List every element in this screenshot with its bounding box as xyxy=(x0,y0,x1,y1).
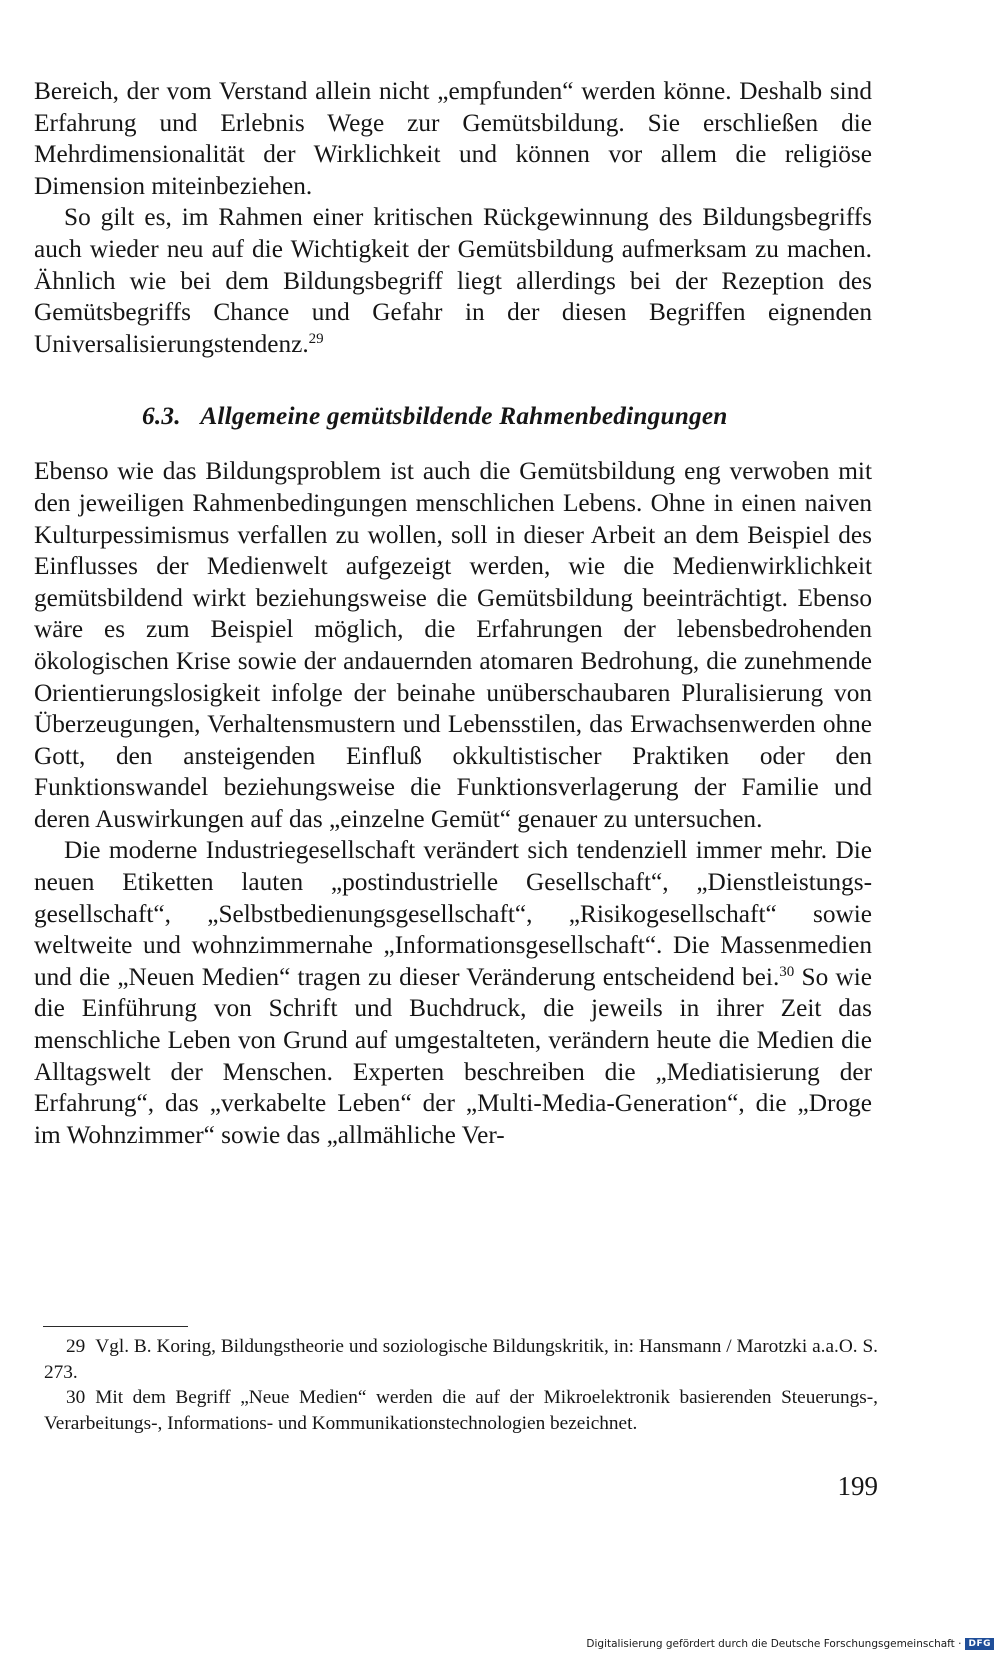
footnote-ref-30[interactable]: 30 xyxy=(779,963,795,980)
footnote-ref-29[interactable]: 29 xyxy=(308,330,324,347)
paragraph-text: Bereich, der vom Verstand allein nicht „empfunden“ werden könne. Deshalb sind Erfahrung und Erlebnis Wege zur Gemütsbildung. Sie erschließen die Mehrdimensionalität der Wirklichkeit und können vor allem die religiöse Dimension miteinbeziehen. xyxy=(34,77,872,200)
paragraph xyxy=(34,456,872,835)
section-heading xyxy=(34,400,872,432)
page-number: 199 xyxy=(837,1471,878,1501)
paragraph-text: So gilt es, im Rahmen einer kritischen Rückgewinnung des Bildungsbegriffs auch wieder neu auf die Wichtigkeit der Gemütsbildung aufmerksam zu machen. Ähnlich wie bei dem Bildungsbegriff liegt allerdings bei der Rezeption des Gemütsbegriffs Chance und Gefahr in der diesen Begriffen eignenden Universalisierungstendenz. xyxy=(34,203,872,358)
footnote-separator xyxy=(43,1326,188,1327)
footnote-number: 29 xyxy=(66,1336,86,1357)
dfg-logo-icon: DFG xyxy=(965,1638,994,1650)
footnotes xyxy=(44,1334,878,1436)
digitization-credit xyxy=(586,1638,994,1650)
paragraph-text-end: So wie die Einführung von Schrift und Buchdruck, die jeweils in ihrer Zeit das menschliche Leben von Grund auf umgestalteten, verändern heute die Medien die Alltagswelt der Menschen. Experten beschreiben die „Mediatisierung der Erfahrung“, das „verkabelte Leben“ der „Multi-Media-Generation“, die „Droge im Wohnzimmer“ sowie das „allmähliche Ver- xyxy=(34,962,872,1149)
footnote xyxy=(44,1385,878,1436)
section-title: Allgemeine gemütsbildende Rahmenbedingungen xyxy=(200,402,728,431)
paragraph xyxy=(34,76,872,202)
paragraph xyxy=(34,835,872,1151)
footnote xyxy=(44,1334,878,1385)
page-body xyxy=(34,76,872,1151)
footnote-text: Mit dem Begriff „Neue Medien“ werden die auf der Mikroelektronik basierenden Steuerungs-, Verarbeitungs-, Informations- und Kommunikationstechnologien bezeichnet. xyxy=(44,1387,878,1434)
paragraph xyxy=(34,202,872,360)
footnote-text: Vgl. B. Koring, Bildungstheorie und soziologische Bildungskritik, in: Hansmann / Marotzki a.a.O. S. 273. xyxy=(44,1336,878,1383)
section-number: 6.3. xyxy=(142,402,181,431)
footnote-number: 30 xyxy=(66,1387,86,1408)
paragraph-text: Ebenso wie das Bildungsproblem ist auch die Gemütsbildung eng verwoben mit den jeweiligen Rahmenbedingungen menschlichen Lebens. Ohne in einen naiven Kulturpessimismus verfallen zu wollen, soll in dieser Arbeit an dem Beispiel des Einflusses der Medienwelt aufgezeigt werden, wie die Medienwirklichkeit gemütsbildend wirkt beziehungsweise die Gemütsbildung beeinträchtigt. Ebenso wäre es zum Beispiel möglich, die Erfahrungen der lebensbedrohenden ökologischen Krise sowie der andauernden atomaren Bedrohung, die zunehmende Orientierungslosigkeit infolge der beinahe unüberschaubaren Pluralisierung von Überzeugungen, Verhaltensmustern und Lebensstilen, das Erwachsenwerden ohne Gott, den ansteigenden Einfluß okkultistischer Praktiken oder den Funktionswandel beziehungsweise die Funktionsverlagerung der Familie und deren Auswirkungen auf das „einzelne Gemüt“ genauer zu untersuchen. xyxy=(34,457,872,833)
paragraph-text-start: Die moderne Industriegesellschaft verändert sich tendenziell immer mehr. Die neuen Etiketten lauten „postindustrielle Gesellschaft“, „Dienstleistungsgesellschaft“, „Selbstbedienungsgesellschaft“, „Risikogesellschaft“ sowie weltweite und wohnzimmernahe „Informationsgesellschaft“. Die Massenmedien und die „Neuen Medien“ tragen zu dieser Veränderung entscheidend bei. xyxy=(34,836,872,991)
credit-text: Digitalisierung gefördert durch die Deutsche Forschungsgemeinschaft · xyxy=(586,1638,962,1650)
